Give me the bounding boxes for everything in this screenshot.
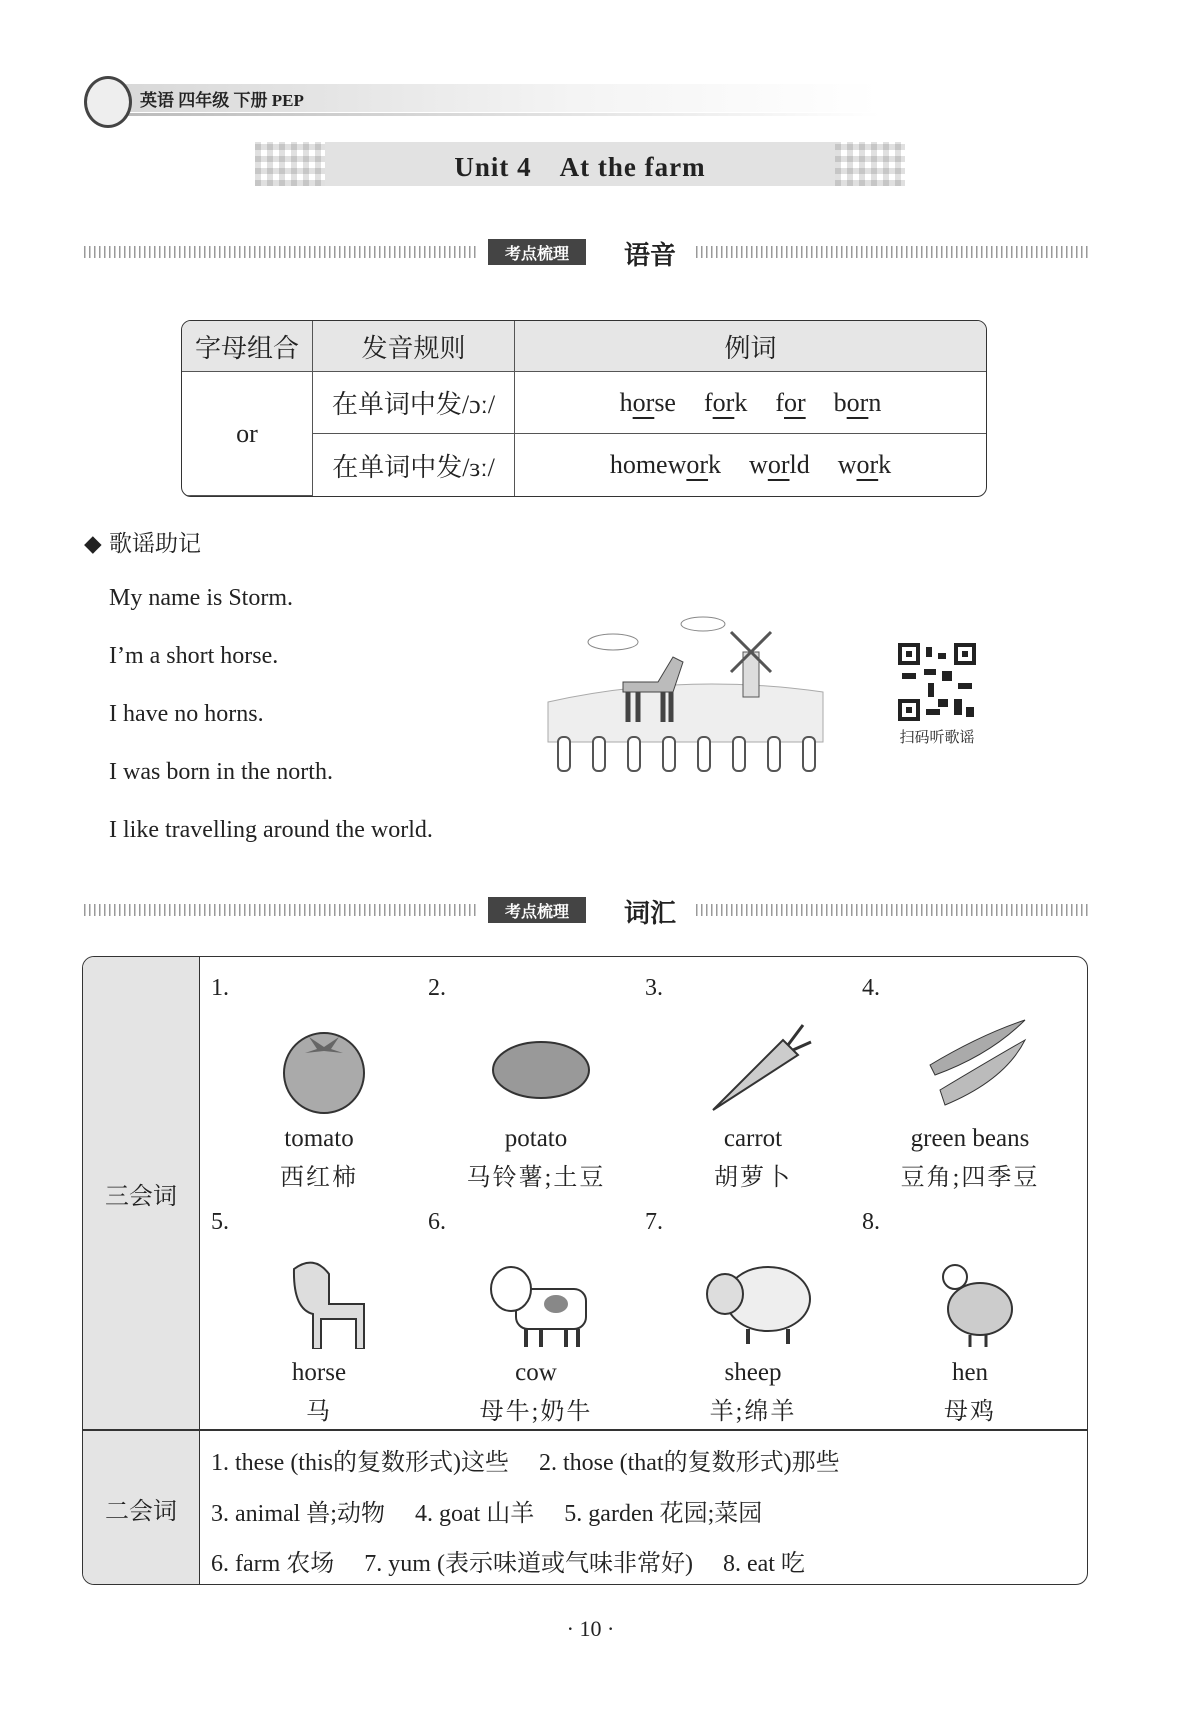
- underlined-letters: or: [856, 450, 879, 479]
- vocabulary-box: [82, 956, 1088, 1585]
- underlined-letters: or: [784, 387, 806, 417]
- section-title: 词汇: [624, 899, 677, 929]
- hen-icon: [920, 1249, 1030, 1349]
- underlined-letters: or: [712, 387, 735, 417]
- item-chinese: 西红柿: [280, 1165, 358, 1191]
- potato-icon: [486, 1015, 596, 1115]
- item-chinese: 母鸡: [944, 1399, 996, 1425]
- vocab-item: [645, 1209, 861, 1429]
- example-words: [515, 434, 986, 496]
- example-word: [704, 388, 747, 417]
- word-part: ld: [789, 450, 810, 479]
- horse-icon: [269, 1249, 379, 1349]
- section-divider-vocab: [84, 899, 1090, 929]
- rule: 在单词中发/ɜː/: [313, 434, 515, 496]
- chant-line: I have no horns.: [109, 701, 264, 727]
- green-beans-icon: [920, 1015, 1030, 1115]
- item-english: potato: [504, 1125, 568, 1152]
- item-chinese: 胡萝卜: [714, 1165, 792, 1191]
- qr-code[interactable]: [898, 643, 976, 721]
- item-english: hen: [951, 1359, 989, 1386]
- col-header: 例词: [515, 321, 986, 372]
- section-tag: 考点梳理: [488, 239, 586, 265]
- example-word: [749, 450, 810, 479]
- vocab-item: [645, 975, 861, 1195]
- word-part: f: [775, 387, 784, 417]
- item-english: horse: [291, 1359, 347, 1386]
- word-part: n: [868, 387, 882, 417]
- unit-title: Unit 4 At the farm: [325, 142, 835, 186]
- underlined-letters: or: [846, 387, 869, 417]
- qr-caption: 扫码听歌谣: [899, 730, 975, 746]
- item-english: green beans: [910, 1125, 1030, 1152]
- example-word: [838, 450, 891, 479]
- underlined-letters: or: [632, 387, 655, 417]
- item-number: 1.: [211, 975, 229, 1001]
- col-header: 字母组合: [182, 321, 313, 372]
- underlined-letters: or: [767, 450, 790, 479]
- book-info: 英语 四年级 下册 PEP: [140, 91, 304, 110]
- section-divider-phonics: [84, 241, 1090, 271]
- publisher-logo: [84, 76, 132, 128]
- chant-line: I was born in the north.: [109, 759, 333, 785]
- word-part: se: [654, 387, 676, 417]
- tomato-icon: [269, 1015, 379, 1115]
- section-title: 语音: [624, 241, 677, 271]
- item-chinese: 马铃薯;土豆: [466, 1165, 606, 1191]
- vocab-level-label: 二会词: [83, 1431, 200, 1585]
- rule: 在单词中发/ɔː/: [313, 372, 515, 434]
- header-rule: [120, 113, 880, 116]
- col-header: 发音规则: [313, 321, 515, 372]
- carrot-icon: [703, 1015, 813, 1115]
- word-part: k: [734, 387, 748, 417]
- word-part: k: [878, 450, 892, 479]
- vocab-item: [211, 1209, 427, 1429]
- word-part: w: [837, 450, 857, 479]
- item-number: 6.: [428, 1209, 446, 1235]
- example-word: [834, 388, 882, 417]
- item-number: 4.: [862, 975, 880, 1001]
- sheep-icon: [703, 1249, 813, 1349]
- chant-line: I like travelling around the world.: [109, 817, 433, 843]
- word-part: k: [708, 450, 722, 479]
- item-english: cow: [515, 1359, 557, 1386]
- letter-combo: or: [182, 372, 313, 496]
- item-number: 8.: [862, 1209, 880, 1235]
- cow-icon: [486, 1249, 596, 1349]
- example-word: [620, 388, 676, 417]
- title-decoration-left: [255, 142, 325, 186]
- title-decoration-right: [835, 142, 905, 186]
- item-english: sheep: [724, 1359, 782, 1386]
- vocab-item: [211, 975, 427, 1195]
- phonics-table: [181, 320, 987, 497]
- item-chinese: 羊;绵羊: [709, 1399, 797, 1425]
- word-part: w: [749, 450, 768, 479]
- item-chinese: 母牛;奶牛: [479, 1399, 593, 1425]
- vocab-item: [862, 975, 1078, 1195]
- item-number: 3.: [645, 975, 663, 1001]
- item-english: tomato: [284, 1125, 354, 1152]
- vocab-item: [428, 975, 644, 1195]
- item-chinese: 豆角;四季豆: [900, 1165, 1040, 1191]
- word-part: b: [833, 387, 847, 417]
- section-tag: 考点梳理: [488, 897, 586, 923]
- chant-line: My name is Storm.: [109, 585, 293, 611]
- word-part: h: [619, 387, 633, 417]
- vocab-line: 3. animal 兽;动物 4. goat 山羊 5. garden 花园;菜园: [211, 1501, 763, 1527]
- item-number: 2.: [428, 975, 446, 1001]
- chant-line: I’m a short horse.: [109, 643, 279, 669]
- vocab-item: [862, 1209, 1078, 1429]
- item-english: carrot: [723, 1125, 783, 1152]
- item-number: 5.: [211, 1209, 229, 1235]
- vocab-line: 6. farm 农场 7. yum (表示味道或气味非常好) 8. eat 吃: [211, 1551, 805, 1577]
- word-part: f: [703, 387, 713, 417]
- vocab-item: [428, 1209, 644, 1429]
- chant-heading: ◆ 歌谣助记: [84, 531, 201, 557]
- underlined-letters: or: [686, 450, 709, 479]
- word-part: homew: [609, 450, 687, 479]
- item-chinese: 马: [306, 1399, 332, 1425]
- page-number: · 10 ·: [566, 1616, 615, 1641]
- farm-illustration: [543, 612, 828, 774]
- example-word: [775, 388, 805, 417]
- example-word: [610, 450, 721, 479]
- item-number: 7.: [645, 1209, 663, 1235]
- example-words: [515, 372, 986, 434]
- vocab-line: 1. these (this的复数形式)这些 2. those (that的复数形式)那些: [211, 1450, 840, 1476]
- vocab-level-label: 三会词: [83, 957, 200, 1429]
